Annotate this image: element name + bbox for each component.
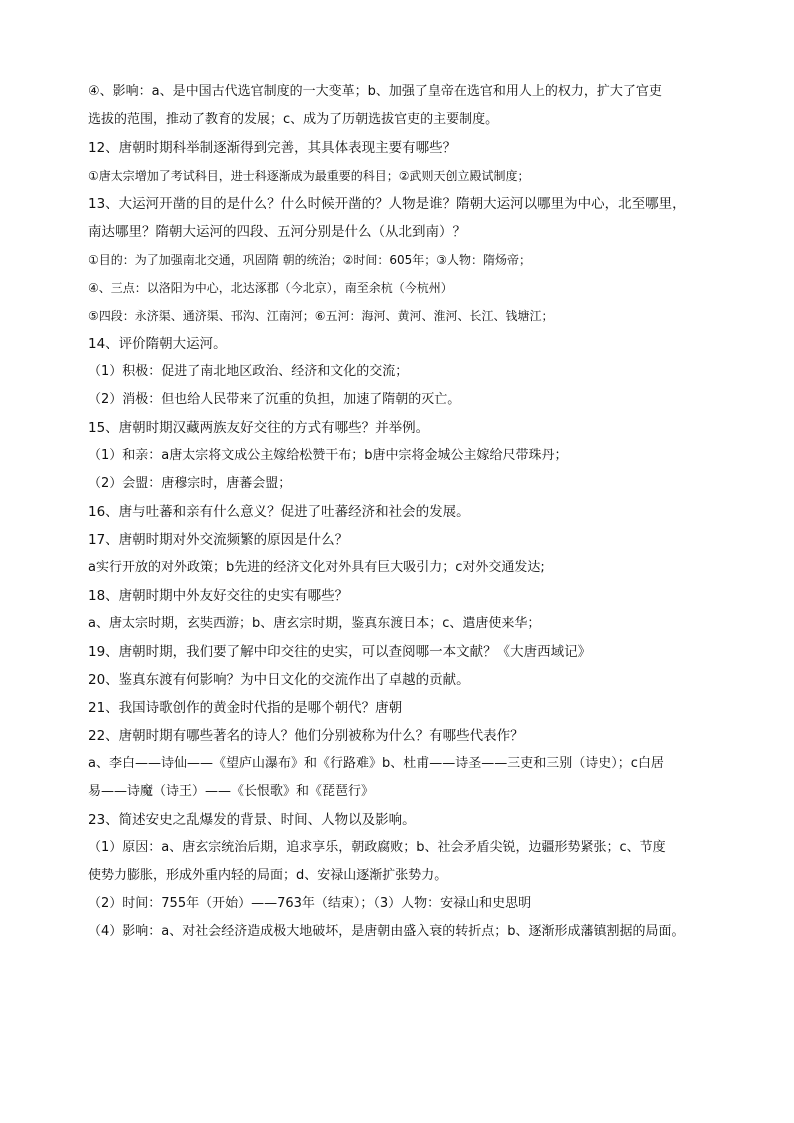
text-line: 易——诗魔（诗王）——《长恨歌》和《琵琶行》: [88, 784, 375, 799]
question-line: 13、大运河开凿的目的是什么？什么时候开凿的？人物是谁？隋朝大运河以哪里为中心，北至哪里，: [88, 196, 686, 212]
question-line: 19、唐朝时期，我们要了解中印交往的史实，可以查阅哪一本文献？《大唐西域记》: [88, 644, 592, 660]
question-line: 14、评价隋朝大运河。: [88, 336, 227, 352]
text-line: （1）原因：a、唐玄宗统治后期，追求享乐，朝政腐败；b、社会矛盾尖锐，边疆形势紧张；c、节度: [88, 840, 666, 855]
text-line: ①唐太宗增加了考试科目，进士科逐渐成为最重要的科目；②武则天创立殿试制度；: [88, 169, 530, 183]
text-line: ④、三点：以洛阳为中心，北达涿郡（今北京），南至余杭（今杭州）: [88, 281, 453, 295]
text-line: （2）会盟：唐穆宗时，唐蕃会盟；: [88, 476, 292, 491]
text-line: （2）时间：755年（开始）——763年（结束）；（3）人物：安禄山和史思明: [88, 896, 532, 911]
question-line: 20、鉴真东渡有何影响？为中日文化的交流作出了卓越的贡献。: [88, 672, 470, 688]
text-line: （4）影响：a、对社会经济造成极大地破坏，是唐朝由盛入衰的转折点；b、逐渐形成藩镇割据的局面。: [88, 924, 685, 939]
question-line: 18、唐朝时期中外友好交往的史实有哪些？: [88, 588, 349, 604]
question-line: 15、唐朝时期汉藏两族友好交往的方式有哪些？并举例。: [88, 420, 430, 436]
question-line: 南达哪里？隋朝大运河的四段、五河分别是什么（从北到南）？: [88, 224, 466, 240]
document-page: [88, 78, 710, 946]
text-line: （2）消极：但也给人民带来了沉重的负担，加速了隋朝的灭亡。: [88, 392, 461, 407]
text-line: 使势力膨胀，形成外重内轻的局面；d、安禄山逐渐扩张势力。: [88, 868, 448, 883]
question-line: 16、唐与吐蕃和亲有什么意义？促进了吐蕃经济和社会的发展。: [88, 504, 470, 520]
text-line: a、唐太宗时期，玄奘西游；b、唐玄宗时期，鉴真东渡日本；c、遣唐使来华；: [88, 616, 541, 631]
text-line: a、李白——诗仙——《望庐山瀑布》和《行路难》b、杜甫——诗圣——三吏和三别（诗史）；c白居: [88, 756, 664, 771]
text-line: ①目的：为了加强南北交通，巩固隋 朝的统治；②时间：605年；③人物：隋炀帝；: [88, 253, 531, 267]
text-line: 选拔的范围，推动了教育的发展；c、成为了历朝选拔官吏的主要制度。: [88, 112, 499, 127]
text-line: ⑤四段：永济渠、通济渠、邗沟、江南河；⑥五河：海河、黄河、淮河、长江、钱塘江；: [88, 309, 554, 323]
text-line: （1）积极：促进了南北地区政治、经济和文化的交流；: [88, 364, 409, 379]
text-line: ④、影响：a、是中国古代选官制度的一大变革；b、加强了皇帝在选官和用人上的权力，扩大了官吏: [88, 84, 662, 99]
text-line: （1）和亲：a唐太宗将文成公主嫁给松赞干布；b唐中宗将金城公主嫁给尺带珠丹；: [88, 448, 568, 463]
question-line: 21、我国诗歌创作的黄金时代指的是哪个朝代？唐朝: [88, 700, 403, 716]
question-line: 12、唐朝时期科举制逐渐得到完善，其具体表现主要有哪些？: [88, 140, 457, 156]
question-line: 23、简述安史之乱爆发的背景、时间、人物以及影响。: [88, 812, 416, 828]
text-line: a实行开放的对外政策；b先进的经济文化对外具有巨大吸引力；c对外交通发达;: [88, 560, 545, 575]
question-line: 17、唐朝时期对外交流频繁的原因是什么？: [88, 532, 349, 548]
question-line: 22、唐朝时期有哪些著名的诗人？他们分别被称为什么？有哪些代表作？: [88, 728, 524, 744]
